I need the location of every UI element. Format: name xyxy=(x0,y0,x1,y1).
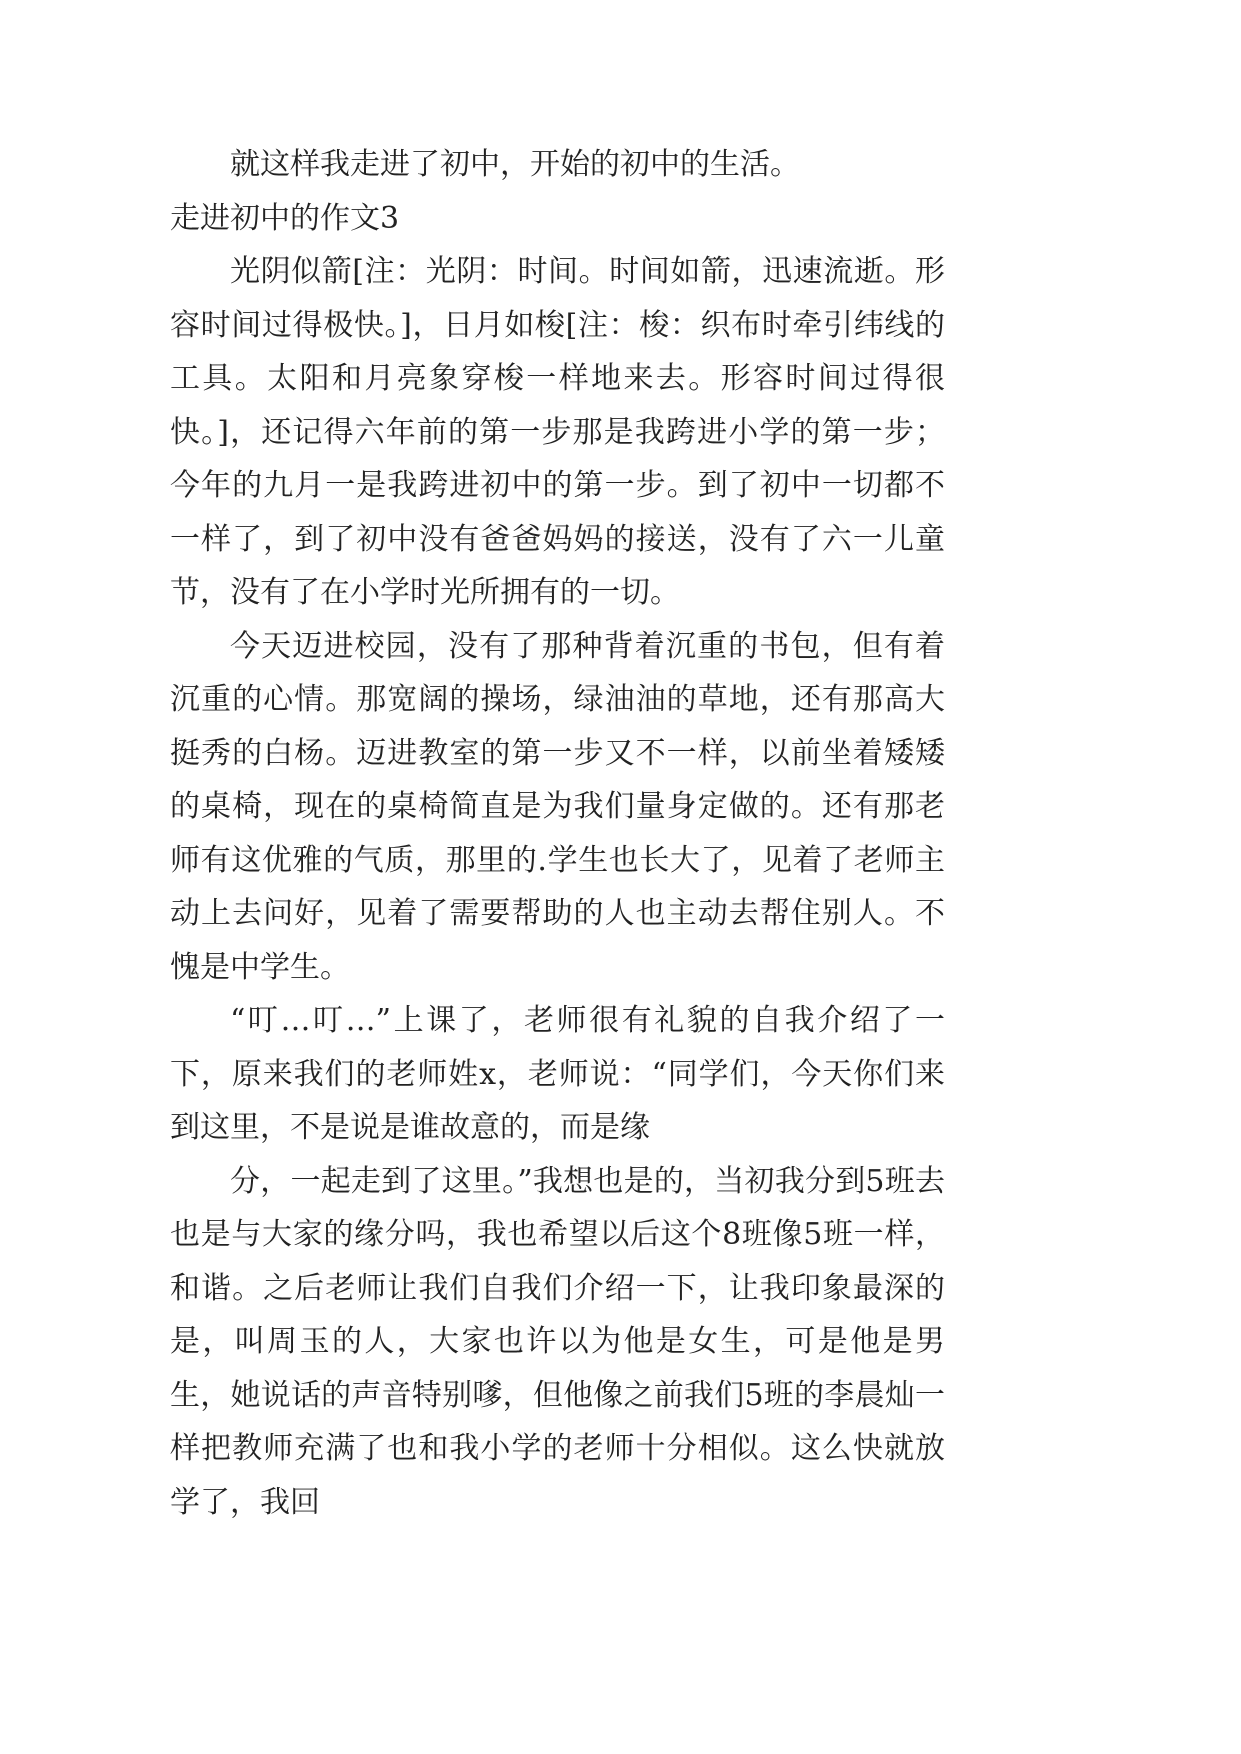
intro-paragraph: 就这样我走进了初中，开始的初中的生活。 xyxy=(230,147,800,182)
body-paragraph-3: “叮…叮…”上课了，老师很有礼貌的自我介绍了一下，原来我们的老师姓x，老师说：“同学们，今天你们来到这里，不是说是谁故意的，而是缘 xyxy=(170,1003,945,1145)
document-body xyxy=(170,138,945,1529)
body-paragraph-1: 光阴似箭[注：光阴：时间。时间如箭，迅速流逝。形容时间过得极快。]，日月如梭[注：梭：织布时牵引纬线的工具。太阳和月亮象穿梭一样地来去。形容时间过得很快。]，还记得六年前的第一步那是我跨进小学的第一步；今年的九月一是我跨进初中的第一步。到了初中一切都不一样了，到了初中没有爸爸妈妈的接送，没有了六一儿童节，没有了在小学时光所拥有的一切。 xyxy=(170,254,945,610)
essay-heading: 走进初中的作文3 xyxy=(170,200,400,236)
body-paragraph-4: 分，一起走到了这里。”我想也是的，当初我分到5班去也是与大家的缘分吗，我也希望以后这个8班像5班一样，和谐。之后老师让我们自我们介绍一下，让我印象最深的是，叫周玉的人，大家也许以为他是女生，可是他是男生，她说话的声音特别嗲，但他像之前我们5班的李晨灿一样把教师充满了也和我小学的老师十分相似。这么快就放学了，我回 xyxy=(170,1163,945,1520)
body-paragraph-2: 今天迈进校园，没有了那种背着沉重的书包，但有着沉重的心情。那宽阔的操场，绿油油的草地，还有那高大挺秀的白杨。迈进教室的第一步又不一样，以前坐着矮矮的桌椅，现在的桌椅简直是为我们量身定做的。还有那老师有这优雅的气质，那里的.学生也长大了，见着了老师主动上去问好，见着了需要帮助的人也主动去帮住别人。不愧是中学生。 xyxy=(170,628,945,985)
